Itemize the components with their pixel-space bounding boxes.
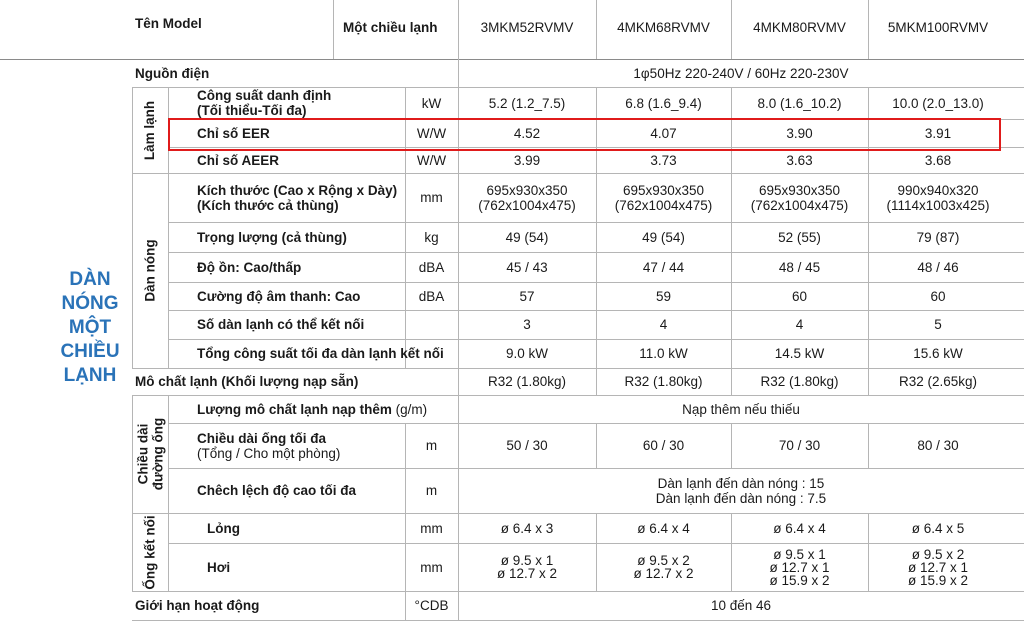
unit-cell: dBA <box>418 288 445 304</box>
spec-label: Độ ồn: Cao/thấp <box>197 259 302 275</box>
unit-cell: W/W <box>416 125 447 141</box>
value-cell: 695x930x350 (762x1004x475) <box>750 182 849 213</box>
spec-label: Lỏng <box>207 520 240 536</box>
value-cell: 990x940x320 (1114x1003x425) <box>886 182 990 213</box>
value-cell: 4.52 <box>513 125 541 141</box>
unit-cell: kg <box>424 229 439 245</box>
unit-cell: W/W <box>416 152 447 168</box>
value-cell: 49 (54) <box>505 229 549 245</box>
unit-cell: °CDB <box>414 598 449 613</box>
value-cell: ø 9.5 x 2 ø 12.7 x 1 ø 15.9 x 2 <box>907 546 969 588</box>
value-cell: 3.68 <box>924 152 952 168</box>
eer-highlight-box <box>168 118 1001 151</box>
value-cell: R32 (1.80kg) <box>487 374 567 389</box>
value-cell: 59 <box>655 288 672 304</box>
value-cell: 5.2 (1.2_7.5) <box>488 95 566 111</box>
value-cell: 10.0 (2.0_13.0) <box>892 95 984 111</box>
value-cell: 60 <box>930 288 946 304</box>
value-cell: R32 (1.80kg) <box>760 374 839 389</box>
value-cell: 50 / 30 <box>506 438 548 453</box>
refrigerant-label: Mô chất lạnh (Khối lượng nạp sẵn) <box>135 374 359 389</box>
value-cell: 3.63 <box>786 152 813 168</box>
unit-cell: m <box>425 483 438 498</box>
model-name: 5MKM100RVMV <box>887 19 989 35</box>
value-cell: 3.73 <box>650 152 677 168</box>
unit-cell: mm <box>420 190 443 205</box>
value-cell: 695x930x350 (762x1004x475) <box>478 182 576 213</box>
spec-label: Công suất danh định (Tối thiểu-Tối đa) <box>197 88 332 118</box>
spec-label: Lượng mô chất lạnh nạp thêm (g/m) <box>197 401 428 417</box>
unit-cell: kW <box>421 95 442 111</box>
value-cell: 6.8 (1.6_9.4) <box>625 95 702 111</box>
value-cell: 60 / 30 <box>642 438 685 453</box>
spec-label: Kích thước (Cao x Rộng x Dày) (Kích thước cả thùng) <box>197 182 398 213</box>
group-label-pipe-conn: Ống kết nối <box>142 514 158 590</box>
value-cell: 45 / 43 <box>506 259 548 275</box>
spec-label: Chiều dài ống tối đa (Tổng / Cho một phòng) <box>197 430 341 461</box>
value-cell: 49 (54) <box>642 229 685 245</box>
value-cell: 15.6 kW <box>913 346 963 361</box>
value-cell: 70 / 30 <box>778 438 821 453</box>
unit-cell: mm <box>420 559 443 575</box>
value-cell: 3.91 <box>924 125 952 141</box>
value-cell: 60 <box>791 288 808 304</box>
value-cell: ø 9.5 x 1 ø 12.7 x 2 <box>496 553 558 581</box>
spec-label: Trọng lượng (cả thùng) <box>197 229 347 245</box>
value-cell: 5 <box>934 317 942 332</box>
model-name: 3MKM52RVMV <box>480 19 574 35</box>
value-cell: 4.07 <box>650 125 677 141</box>
side-title: DÀN NÓNG MỘT CHIỀU LẠNH <box>60 269 120 386</box>
value-cell: 57 <box>519 288 535 304</box>
value-cell: Dàn lạnh đến dàn nóng : 15 Dàn lạnh đến dàn nóng : 7.5 <box>655 475 827 506</box>
unit-cell: dBA <box>418 259 445 275</box>
type-label: Một chiều lạnh <box>343 19 438 35</box>
value-cell: 9.0 kW <box>505 346 548 361</box>
value-cell: 695x930x350 (762x1004x475) <box>614 182 713 213</box>
group-label-outdoor: Dàn nóng <box>142 239 158 302</box>
value-cell: 10 đến 46 <box>710 598 772 613</box>
spec-label: Chỉ số AEER <box>197 152 280 168</box>
unit-cell: m <box>425 438 438 453</box>
value-cell: 4 <box>795 317 804 332</box>
value-cell: 8.0 (1.6_10.2) <box>757 95 842 111</box>
value-cell: R32 (2.65kg) <box>898 374 978 389</box>
value-cell: Nạp thêm nếu thiếu <box>682 401 800 417</box>
spec-label: Cường độ âm thanh: Cao <box>197 288 361 304</box>
value-cell: 3 <box>523 317 531 332</box>
value-cell: ø 6.4 x 3 <box>500 520 554 536</box>
value-cell: R32 (1.80kg) <box>624 374 703 389</box>
spec-label: Tổng công suất tối đa dàn lạnh kết nối <box>197 346 444 361</box>
value-cell: 11.0 kW <box>639 346 688 361</box>
operating-label: Giới hạn hoạt động <box>135 598 260 613</box>
value-cell: 52 (55) <box>778 229 821 245</box>
value-cell: 4 <box>659 317 668 332</box>
value-cell: ø 6.4 x 4 <box>637 520 690 536</box>
spec-label: Số dàn lạnh có thể kết nối <box>197 317 365 332</box>
group-label-pipe-length: Chiều dài đường ống <box>135 417 166 491</box>
value-cell: 3.99 <box>513 152 541 168</box>
value-cell: 80 / 30 <box>917 438 959 453</box>
spec-label: Hơi <box>207 559 231 575</box>
model-name: 4MKM68RVMV <box>617 19 710 35</box>
value-cell: 48 / 46 <box>917 259 959 275</box>
value-cell: 47 / 44 <box>642 259 685 275</box>
value-cell: ø 6.4 x 5 <box>911 520 965 536</box>
value-cell: ø 9.5 x 2 ø 12.7 x 2 <box>633 553 694 581</box>
model-name: 4MKM80RVMV <box>753 19 846 35</box>
group-label-cooling: Làm lạnh <box>142 100 158 160</box>
value-cell: 79 (87) <box>916 229 960 245</box>
power-value: 1φ50Hz 220-240V / 60Hz 220-230V <box>633 66 849 81</box>
value-cell: ø 9.5 x 1 ø 12.7 x 1 ø 15.9 x 2 <box>769 546 830 588</box>
unit-cell: mm <box>420 520 443 536</box>
value-cell: 14.5 kW <box>774 346 825 361</box>
spec-label: Chêch lệch độ cao tối đa <box>197 483 357 498</box>
value-cell: 48 / 45 <box>778 259 821 275</box>
power-label: Nguồn điện <box>135 66 210 81</box>
model-header-label: Tên Model <box>135 15 202 31</box>
spec-label: Chỉ số EER <box>197 125 270 141</box>
value-cell: ø 6.4 x 4 <box>773 520 826 536</box>
value-cell: 3.90 <box>786 125 813 141</box>
